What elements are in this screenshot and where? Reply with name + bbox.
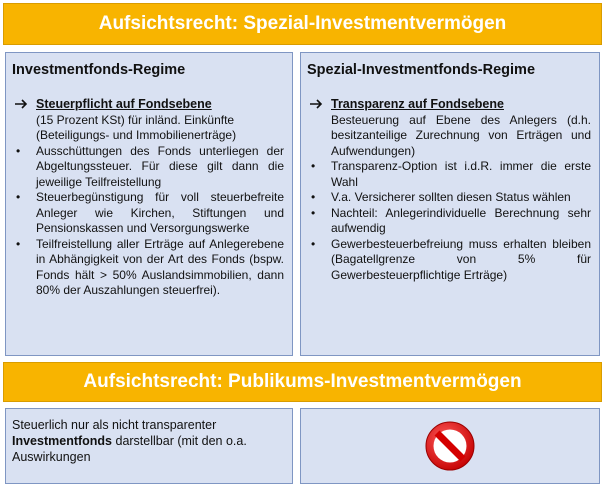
bullet-icon: • <box>311 205 316 220</box>
list-item <box>309 190 591 206</box>
banner-top-title: Aufsichtsrecht: Spezial-Investmentvermögen <box>98 13 507 34</box>
bullet-text: Steuerbegünstigung für voll steuerbefreite Anleger wie Kirchen, Stiftungen und Pensionskassen und Versorgungswerke <box>36 190 284 235</box>
list-item <box>309 237 591 284</box>
lead-item-right <box>309 97 591 113</box>
list-item <box>309 206 591 237</box>
list-item <box>14 144 284 191</box>
list-item <box>14 237 284 299</box>
lead-sub-left-2: (Beteiligungs- und Immobilienerträge) <box>36 128 237 142</box>
arrow-icon <box>309 97 323 116</box>
note-text-bold: Investmentfonds <box>12 434 113 448</box>
lead-item-left <box>14 97 284 113</box>
publikums-note-text <box>12 417 284 465</box>
bullet-icon: • <box>311 159 316 173</box>
panel-spezial-investmentfonds-regime <box>300 52 600 356</box>
note-text-after: darstellbar (mit den o.a. Auswirkungen <box>12 434 247 464</box>
bullet-text: Ausschüttungen des Fonds unterliegen der Abgeltungssteuer. Für diese gilt dann die jeweilige Teilfreistellung <box>36 143 284 189</box>
bullet-icon: • <box>311 236 316 251</box>
panel-title-left: Investmentfonds-Regime <box>12 62 186 78</box>
panel-content-right <box>309 97 591 283</box>
bullet-text: Transparenz-Option ist i.d.R. immer die erste Wahl <box>331 159 591 189</box>
arrow-icon <box>14 97 28 116</box>
banner-publikums-investmentvermoegen <box>3 362 602 402</box>
note-text-before: Steuerlich nur als nicht transparenter <box>12 418 217 432</box>
panel-title-right: Spezial-Investmentfonds-Regime <box>307 62 536 78</box>
lead-sub-right: Besteuerung auf Ebene des Anlegers (d.h. besitzanteilige Zurechnung von Erträgen und Aufwendungen) <box>331 112 591 158</box>
panel-investmentfonds-regime <box>5 52 293 356</box>
bullet-text: V.a. Versicherer sollten diesen Status wählen <box>331 190 571 204</box>
lead-sub-left-1: (15 Prozent KSt) für inländ. Einkünfte <box>36 112 235 127</box>
bullet-icon: • <box>16 190 21 204</box>
lead-label-left: Steuerpflicht auf Fondsebene <box>36 97 212 111</box>
lead-label-right: Transparenz auf Fondsebene <box>331 97 504 111</box>
bullet-icon: • <box>16 143 21 158</box>
list-item <box>14 190 284 237</box>
panel-content-left <box>14 97 284 299</box>
bullet-text: Nachteil: Anlegerindividuelle Berechnung sehr aufwendig <box>331 205 591 235</box>
list-item <box>309 159 591 190</box>
panel-publikums-sign <box>300 408 600 484</box>
bullet-icon: • <box>311 190 316 204</box>
banner-middle-title: Aufsichtsrecht: Publikums-Investmentvermögen <box>83 371 522 392</box>
bullet-icon: • <box>16 236 21 251</box>
no-entry-icon <box>424 420 476 472</box>
panel-publikums-note <box>5 408 293 484</box>
bullet-text: Gewerbesteuerbefreiung muss erhalten bleiben (Bagatellgrenze von 5% für Gewerbesteuerpflichtige Erträge) <box>331 236 591 282</box>
bullet-text: Teilfreistellung aller Erträge auf Anlegerebene in Abhängigkeit von der Art des Fonds (bspw. Fonds hält > 50% Auslandsimmobilien, dann 80% der Auszahlungen steuerfrei). <box>36 236 284 297</box>
banner-spezial-investmentvermoegen <box>3 3 602 45</box>
